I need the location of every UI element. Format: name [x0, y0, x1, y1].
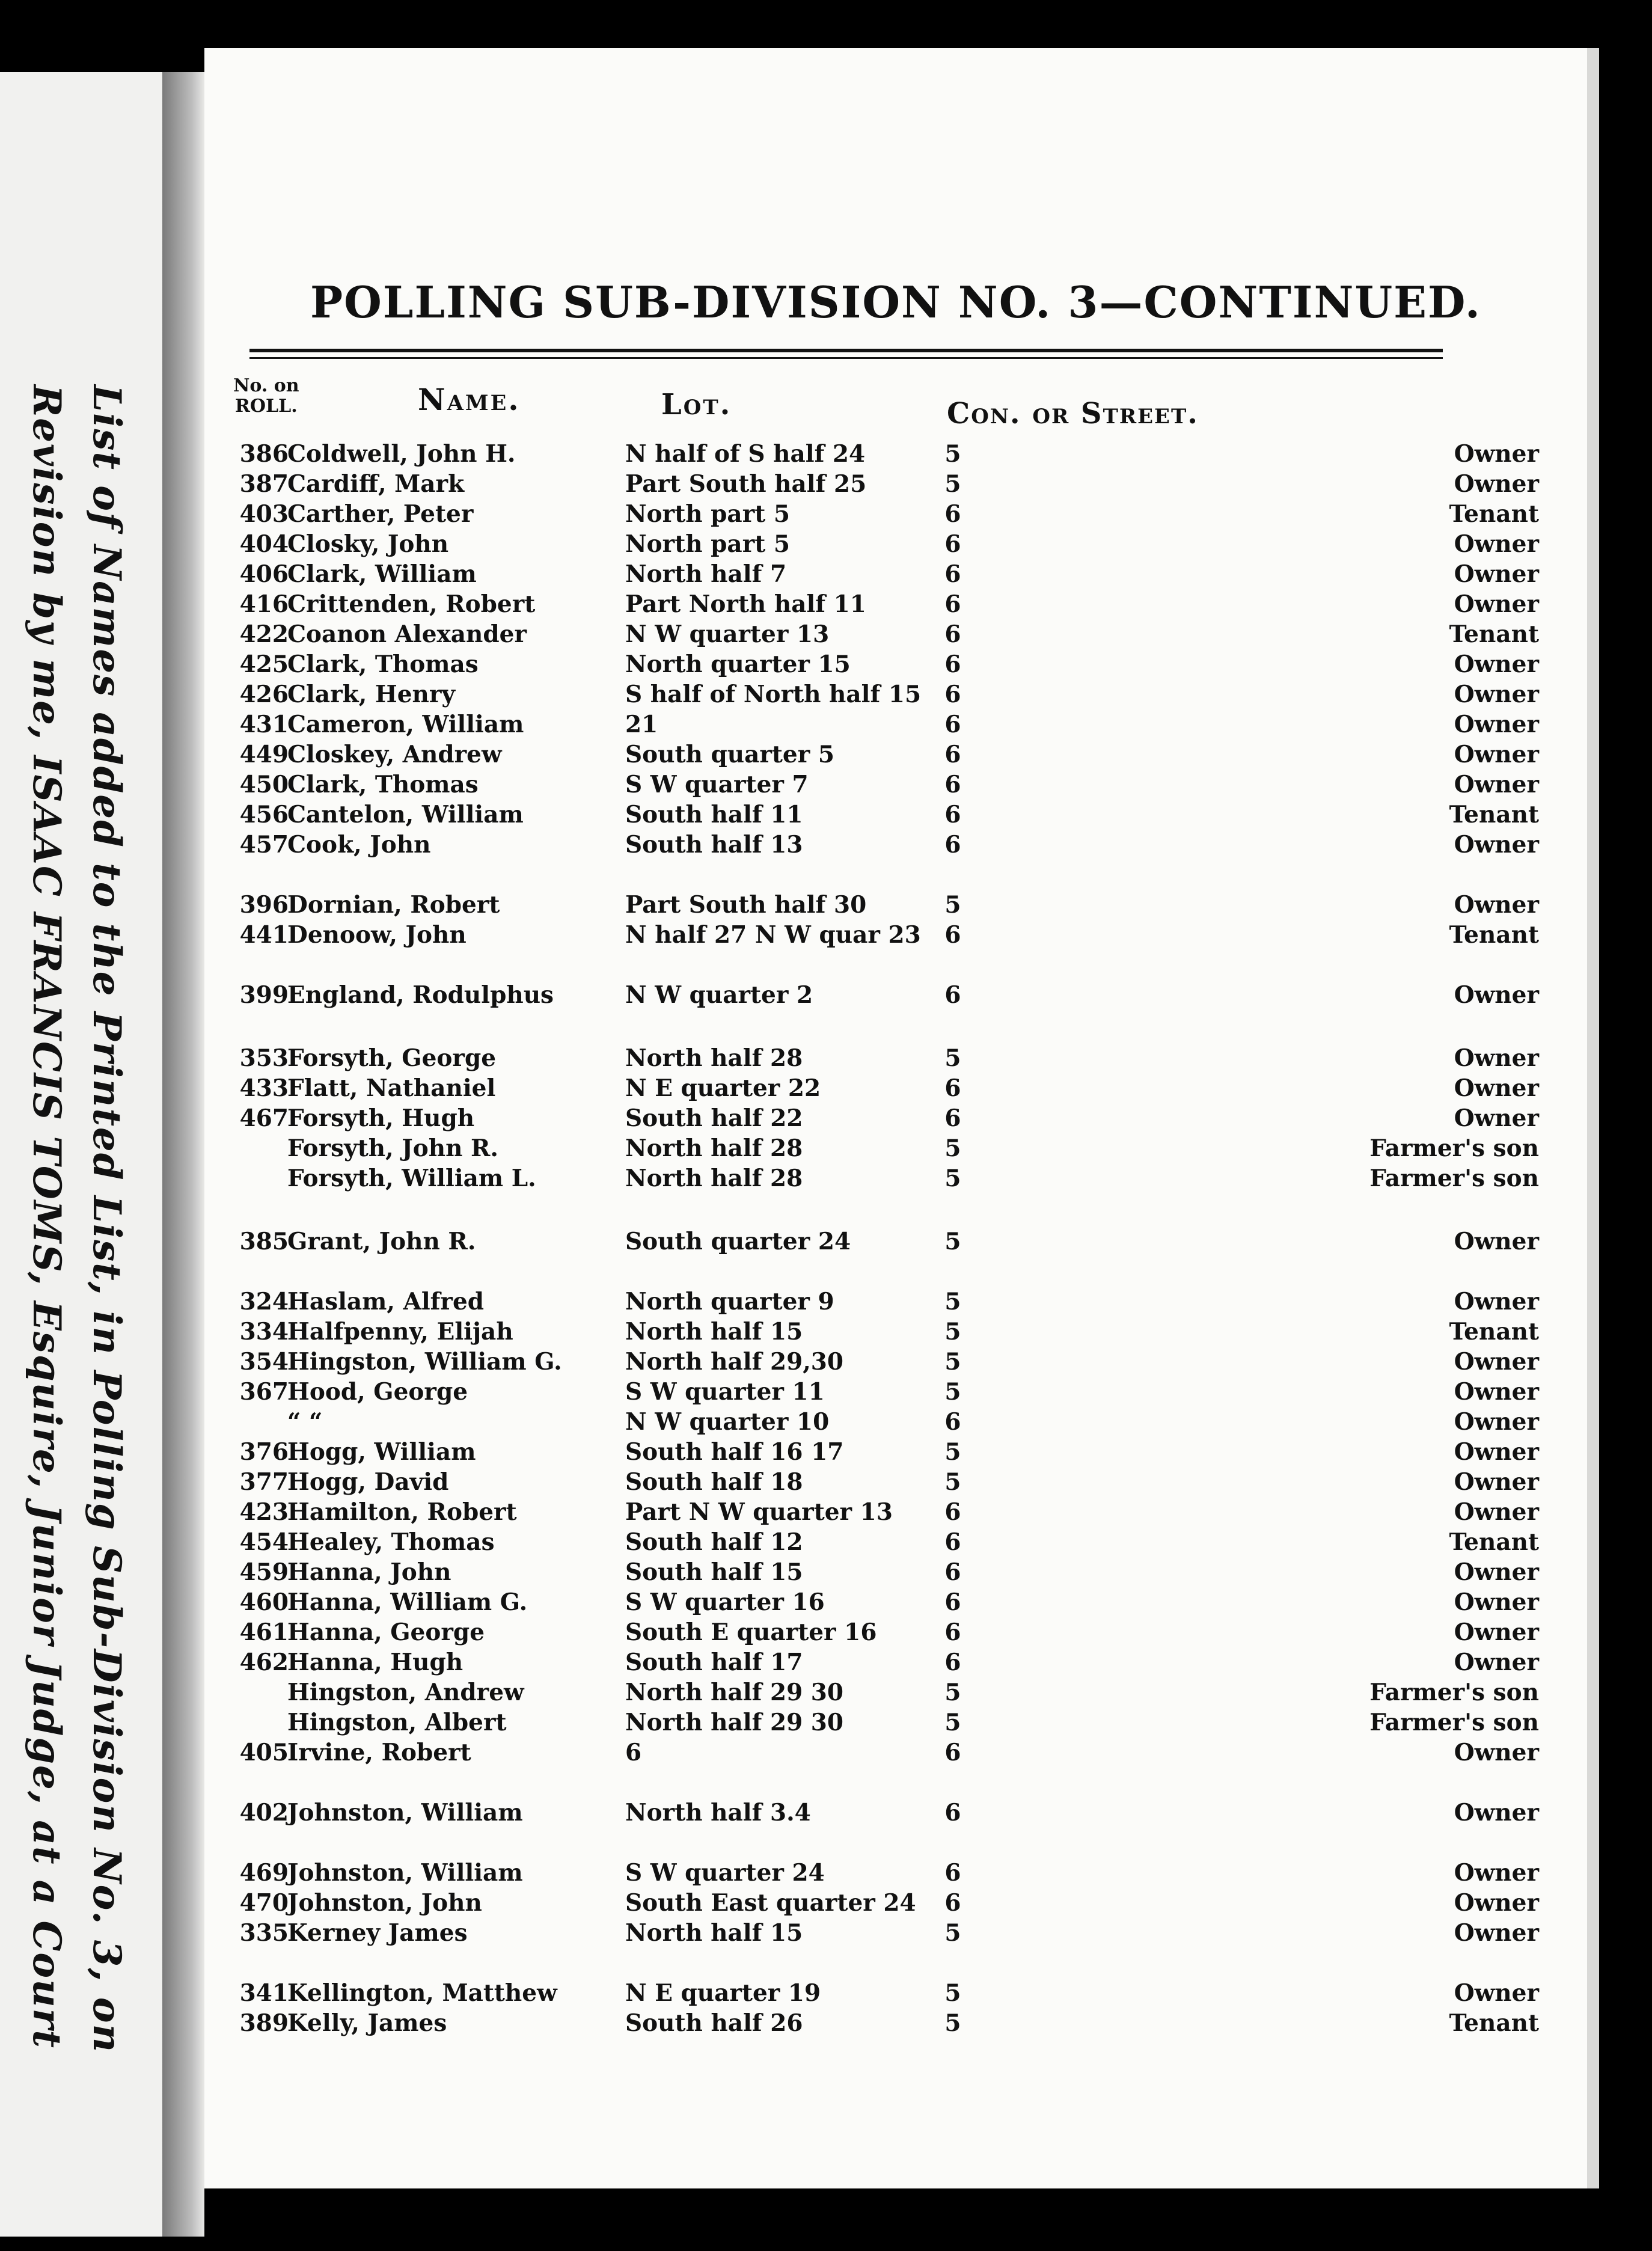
table-row — [204, 1888, 1587, 1918]
voter-name: Cook, John — [287, 831, 431, 859]
binding-shadow — [162, 72, 204, 2237]
status: Owner — [1454, 981, 1539, 1009]
lot: Part South half 30 — [625, 891, 867, 919]
voter-name: Hood, George — [287, 1378, 468, 1406]
roll-number: 460 — [239, 1588, 289, 1616]
concession: 5 — [944, 1288, 961, 1315]
lot: North half 28 — [625, 1135, 803, 1162]
roll-number: 334 — [239, 1318, 289, 1346]
table-row — [204, 1073, 1587, 1103]
table-row — [204, 439, 1587, 469]
concession: 6 — [944, 620, 961, 648]
voter-name: Hingston, Albert — [287, 1709, 507, 1736]
roll-number: 324 — [239, 1288, 289, 1315]
lot: North half 7 — [625, 560, 787, 588]
table-row — [204, 1527, 1587, 1557]
status: Owner — [1454, 741, 1539, 768]
roll-number: 386 — [239, 440, 289, 468]
concession: 6 — [944, 1799, 961, 1827]
status: Owner — [1454, 711, 1539, 738]
concession: 5 — [944, 1468, 961, 1496]
table-row — [204, 1163, 1587, 1193]
concession: 5 — [944, 1228, 961, 1255]
lot: 6 — [625, 1739, 642, 1766]
side-note-line-1: List of Names added to the Printed List, in Polling Sub-Division No. 3, on — [84, 385, 129, 2054]
table-row — [204, 1467, 1587, 1497]
status: Tenant — [1449, 1528, 1539, 1556]
lot: N W quarter 2 — [625, 981, 813, 1009]
lot: South E quarter 16 — [625, 1619, 877, 1646]
roll-number: 396 — [239, 891, 289, 919]
roll-number: 454 — [239, 1528, 289, 1556]
roll-number: 450 — [239, 771, 289, 798]
voter-name: Kellington, Matthew — [287, 1979, 557, 2007]
concession: 6 — [944, 711, 961, 738]
roll-number: 353 — [239, 1044, 289, 1072]
table-row — [204, 1918, 1587, 1948]
lot: N half 27 N W quar 23 — [625, 921, 921, 949]
status: Owner — [1454, 1498, 1539, 1526]
voter-name: Dornian, Robert — [287, 891, 500, 919]
voter-name: Clark, William — [287, 560, 477, 588]
concession: 6 — [944, 1739, 961, 1766]
table-row — [204, 679, 1587, 709]
voter-name: Forsyth, Hugh — [287, 1104, 475, 1132]
status: Owner — [1454, 681, 1539, 708]
roll-number: 403 — [239, 500, 289, 528]
table-row — [204, 740, 1587, 770]
table-row — [204, 1738, 1587, 1768]
table-row — [204, 920, 1587, 950]
concession: 6 — [944, 1074, 961, 1102]
table-row — [204, 1347, 1587, 1377]
lot: North half 29,30 — [625, 1348, 844, 1376]
status: Farmer's son — [1369, 1165, 1539, 1192]
roll-number: 469 — [239, 1859, 289, 1887]
table-row — [204, 1317, 1587, 1347]
table-row — [204, 1437, 1587, 1467]
table-row — [204, 1227, 1587, 1257]
roll-number: 399 — [239, 981, 289, 1009]
roll-number: 470 — [239, 1889, 289, 1917]
roll-number: 354 — [239, 1348, 289, 1376]
voter-name: Hingston, William G. — [287, 1348, 562, 1376]
concession: 5 — [944, 2009, 961, 2037]
lot: Part North half 11 — [625, 590, 866, 618]
lot: North half 3.4 — [625, 1799, 811, 1827]
concession: 6 — [944, 1104, 961, 1132]
table-row — [204, 709, 1587, 740]
voter-name: Hingston, Andrew — [287, 1679, 524, 1706]
lot: S half of North half 15 — [625, 681, 922, 708]
table-row — [204, 1103, 1587, 1133]
status: Owner — [1454, 1074, 1539, 1102]
lot: South half 11 — [625, 801, 803, 828]
concession: 6 — [944, 1558, 961, 1586]
lot: North half 28 — [625, 1165, 803, 1192]
table-row — [204, 1617, 1587, 1647]
concession: 6 — [944, 921, 961, 949]
lot: South half 22 — [625, 1104, 803, 1132]
table-row — [204, 800, 1587, 830]
roll-number: 462 — [239, 1649, 289, 1676]
roll-number: 416 — [239, 590, 289, 618]
column-header-name: Name. — [418, 382, 521, 417]
table-row — [204, 1677, 1587, 1707]
roll-number: 422 — [239, 620, 289, 648]
status: Owner — [1454, 1739, 1539, 1766]
table-row — [204, 1407, 1587, 1437]
roll-number: 402 — [239, 1799, 289, 1827]
status: Owner — [1454, 1408, 1539, 1436]
status: Owner — [1454, 1979, 1539, 2007]
status: Tenant — [1449, 620, 1539, 648]
voter-name: Clark, Henry — [287, 681, 456, 708]
voter-name: Hanna, George — [287, 1619, 485, 1646]
voter-name: Hanna, John — [287, 1558, 451, 1586]
voter-name: Hamilton, Robert — [287, 1498, 517, 1526]
concession: 5 — [944, 1378, 961, 1406]
concession: 6 — [944, 1408, 961, 1436]
voter-name: Clark, Thomas — [287, 771, 479, 798]
voter-name: Healey, Thomas — [287, 1528, 495, 1556]
status: Owner — [1454, 470, 1539, 498]
concession: 6 — [944, 560, 961, 588]
lot: North half 15 — [625, 1318, 803, 1346]
roll-number: 459 — [239, 1558, 289, 1586]
roll-number: 376 — [239, 1438, 289, 1466]
table-row — [204, 980, 1587, 1010]
roll-number: 389 — [239, 2009, 289, 2037]
roll-number: 405 — [239, 1739, 289, 1766]
status: Owner — [1454, 1799, 1539, 1827]
status: Owner — [1454, 1378, 1539, 1406]
status: Owner — [1454, 1438, 1539, 1466]
table-row — [204, 1647, 1587, 1677]
status: Tenant — [1449, 1318, 1539, 1346]
voter-name: Irvine, Robert — [287, 1739, 471, 1766]
roll-number: 456 — [239, 801, 289, 828]
voter-name: Forsyth, George — [287, 1044, 497, 1072]
voter-name: England, Rodulphus — [287, 981, 554, 1009]
voter-name: Clark, Thomas — [287, 651, 479, 678]
roll-number: 433 — [239, 1074, 289, 1102]
concession: 6 — [944, 741, 961, 768]
roll-number: 441 — [239, 921, 289, 949]
concession: 5 — [944, 891, 961, 919]
roll-number: 423 — [239, 1498, 289, 1526]
status: Tenant — [1449, 801, 1539, 828]
lot: South half 16 17 — [625, 1438, 844, 1466]
table-row — [204, 499, 1587, 529]
concession: 6 — [944, 500, 961, 528]
page-edge — [1587, 48, 1599, 2188]
document-page — [204, 48, 1587, 2188]
concession: 5 — [944, 1165, 961, 1192]
roll-number: 467 — [239, 1104, 289, 1132]
lot: Part South half 25 — [625, 470, 867, 498]
table-row — [204, 830, 1587, 860]
column-header-concession: Con. or Street. — [947, 397, 1199, 430]
roll-number: 426 — [239, 681, 289, 708]
table-row — [204, 589, 1587, 619]
lot: N E quarter 22 — [625, 1074, 821, 1102]
voter-name: Closkey, Andrew — [287, 741, 502, 768]
voter-name: Coldwell, John H. — [287, 440, 516, 468]
lot: North half 29 30 — [625, 1709, 844, 1736]
concession: 5 — [944, 1348, 961, 1376]
lot: North half 28 — [625, 1044, 803, 1072]
status: Farmer's son — [1369, 1709, 1539, 1736]
status: Tenant — [1449, 2009, 1539, 2037]
voter-name: Johnston, John — [287, 1889, 482, 1917]
concession: 5 — [944, 440, 961, 468]
voter-name: “ “ — [287, 1408, 323, 1436]
status: Owner — [1454, 560, 1539, 588]
table-row — [204, 1858, 1587, 1888]
lot: North part 5 — [625, 500, 790, 528]
roll-number: 335 — [239, 1919, 289, 1947]
roll-number: 387 — [239, 470, 289, 498]
concession: 6 — [944, 1498, 961, 1526]
status: Owner — [1454, 1468, 1539, 1496]
status: Owner — [1454, 1288, 1539, 1315]
concession: 6 — [944, 981, 961, 1009]
roll-number: 431 — [239, 711, 289, 738]
concession: 6 — [944, 590, 961, 618]
concession: 6 — [944, 651, 961, 678]
concession: 6 — [944, 681, 961, 708]
table-row — [204, 559, 1587, 589]
lot: N W quarter 13 — [625, 620, 830, 648]
voter-name: Halfpenny, Elijah — [287, 1318, 513, 1346]
lot: South half 26 — [625, 2009, 803, 2037]
voter-name: Denoow, John — [287, 921, 467, 949]
status: Owner — [1454, 771, 1539, 798]
lot: South half 13 — [625, 831, 803, 859]
table-row — [204, 890, 1587, 920]
table-row — [204, 770, 1587, 800]
status: Owner — [1454, 590, 1539, 618]
lot: N half of S half 24 — [625, 440, 866, 468]
lot: N E quarter 19 — [625, 1979, 821, 2007]
status: Owner — [1454, 1044, 1539, 1072]
status: Owner — [1454, 1649, 1539, 1676]
status: Owner — [1454, 1588, 1539, 1616]
voter-name: Carther, Peter — [287, 500, 474, 528]
lot: 21 — [625, 711, 658, 738]
status: Owner — [1454, 891, 1539, 919]
voter-name: Cantelon, William — [287, 801, 524, 828]
side-note-line-2: Revision by me, ISAAC FRANCIS TOMS, Esquire, Junior Judge, at a Court — [24, 385, 69, 2049]
lot: South half 12 — [625, 1528, 803, 1556]
concession: 6 — [944, 1619, 961, 1646]
table-row — [204, 1133, 1587, 1163]
status: Owner — [1454, 1558, 1539, 1586]
concession: 5 — [944, 1318, 961, 1346]
concession: 5 — [944, 1044, 961, 1072]
voter-name: Johnston, William — [287, 1799, 523, 1827]
voter-name: Hanna, Hugh — [287, 1649, 463, 1676]
voter-name: Grant, John R. — [287, 1228, 476, 1255]
concession: 6 — [944, 1859, 961, 1887]
voter-name: Johnston, William — [287, 1859, 523, 1887]
voter-name: Closky, John — [287, 530, 449, 558]
lot: North half 29 30 — [625, 1679, 844, 1706]
status: Farmer's son — [1369, 1679, 1539, 1706]
status: Owner — [1454, 831, 1539, 859]
side-note — [24, 385, 144, 2188]
concession: 6 — [944, 801, 961, 828]
roll-number: 457 — [239, 831, 289, 859]
lot: South East quarter 24 — [625, 1889, 916, 1917]
status: Owner — [1454, 1104, 1539, 1132]
table-row — [204, 1798, 1587, 1828]
concession: 5 — [944, 1919, 961, 1947]
roll-number: 385 — [239, 1228, 289, 1255]
lot: South quarter 24 — [625, 1228, 851, 1255]
status: Tenant — [1449, 921, 1539, 949]
concession: 6 — [944, 1588, 961, 1616]
table-row — [204, 1978, 1587, 2008]
concession: 5 — [944, 1135, 961, 1162]
voter-name: Haslam, Alfred — [287, 1288, 485, 1315]
table-row — [204, 1587, 1587, 1617]
status: Owner — [1454, 530, 1539, 558]
roll-number: 377 — [239, 1468, 289, 1496]
voter-name: Kerney James — [287, 1919, 468, 1947]
voter-list — [204, 48, 1587, 2188]
concession: 5 — [944, 1679, 961, 1706]
voter-name: Kelly, James — [287, 2009, 447, 2037]
concession: 6 — [944, 530, 961, 558]
roll-number: 461 — [239, 1619, 289, 1646]
status: Farmer's son — [1369, 1135, 1539, 1162]
table-row — [204, 1707, 1587, 1738]
voter-name: Cameron, William — [287, 711, 524, 738]
lot: South half 17 — [625, 1649, 803, 1676]
concession: 5 — [944, 470, 961, 498]
table-row — [204, 529, 1587, 559]
column-header-lot: Lot. — [661, 388, 732, 421]
table-row — [204, 649, 1587, 679]
concession: 6 — [944, 831, 961, 859]
lot: S W quarter 24 — [625, 1859, 825, 1887]
voter-name: Forsyth, William L. — [287, 1165, 536, 1192]
page-title: POLLING SUB-DIVISION NO. 3—CONTINUED. — [310, 277, 1481, 328]
adjacent-page — [0, 72, 162, 2237]
table-row — [204, 1377, 1587, 1407]
roll-number: 341 — [239, 1979, 289, 2007]
status: Owner — [1454, 651, 1539, 678]
voter-name: Forsyth, John R. — [287, 1135, 498, 1162]
lot: North quarter 15 — [625, 651, 851, 678]
status: Owner — [1454, 1619, 1539, 1646]
column-header-roll-line2: ROLL. — [234, 396, 298, 417]
table-row — [204, 1043, 1587, 1073]
lot: S W quarter 7 — [625, 771, 809, 798]
roll-number: 449 — [239, 741, 289, 768]
concession: 6 — [944, 771, 961, 798]
status: Owner — [1454, 1859, 1539, 1887]
voter-name: Flatt, Nathaniel — [287, 1074, 496, 1102]
voter-name: Coanon Alexander — [287, 620, 527, 648]
lot: S W quarter 11 — [625, 1378, 825, 1406]
concession: 5 — [944, 1979, 961, 2007]
roll-number: 367 — [239, 1378, 289, 1406]
column-header-roll-line1: No. on — [233, 375, 299, 396]
status: Owner — [1454, 440, 1539, 468]
lot: S W quarter 16 — [625, 1588, 825, 1616]
lot: North half 15 — [625, 1919, 803, 1947]
table-row — [204, 2008, 1587, 2038]
roll-number: 404 — [239, 530, 289, 558]
status: Owner — [1454, 1889, 1539, 1917]
concession: 6 — [944, 1649, 961, 1676]
concession: 5 — [944, 1709, 961, 1736]
lot: Part N W quarter 13 — [625, 1498, 893, 1526]
lot: South half 15 — [625, 1558, 803, 1586]
lot: South quarter 5 — [625, 741, 835, 768]
table-row — [204, 1497, 1587, 1527]
table-row — [204, 1557, 1587, 1587]
status: Owner — [1454, 1919, 1539, 1947]
table-row — [204, 619, 1587, 649]
table-row — [204, 1287, 1587, 1317]
voter-name: Cardiff, Mark — [287, 470, 465, 498]
roll-number: 425 — [239, 651, 289, 678]
concession: 6 — [944, 1528, 961, 1556]
status: Owner — [1454, 1348, 1539, 1376]
table-row — [204, 469, 1587, 499]
concession: 5 — [944, 1438, 961, 1466]
voter-name: Hogg, William — [287, 1438, 476, 1466]
lot: South half 18 — [625, 1468, 803, 1496]
voter-name: Hanna, William G. — [287, 1588, 528, 1616]
concession: 6 — [944, 1889, 961, 1917]
lot: North part 5 — [625, 530, 790, 558]
status: Tenant — [1449, 500, 1539, 528]
lot: North quarter 9 — [625, 1288, 834, 1315]
roll-number: 406 — [239, 560, 289, 588]
lot: N W quarter 10 — [625, 1408, 830, 1436]
voter-name: Crittenden, Robert — [287, 590, 536, 618]
voter-name: Hogg, David — [287, 1468, 449, 1496]
status: Owner — [1454, 1228, 1539, 1255]
